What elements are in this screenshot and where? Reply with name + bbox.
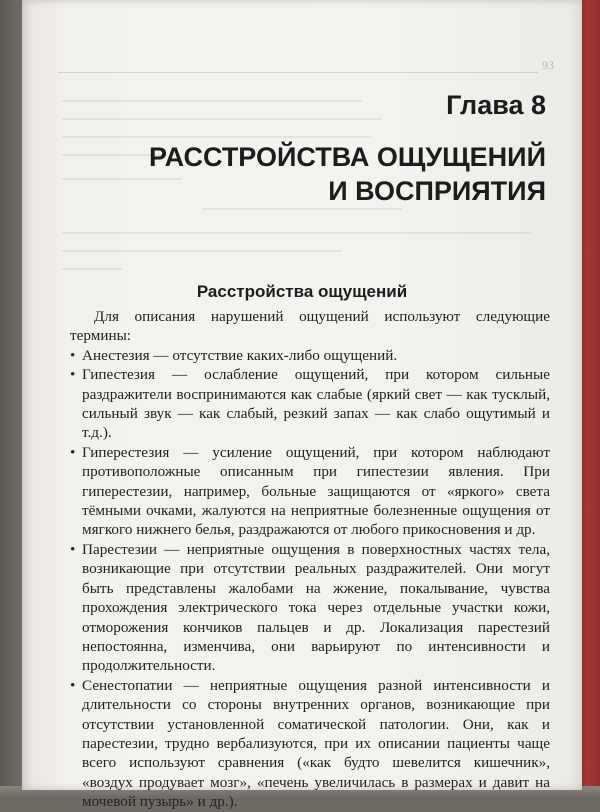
book-page <box>22 0 582 811</box>
section-heading: Расстройства ощущений <box>196 282 408 301</box>
bullet-icon: • <box>70 540 76 558</box>
list-item: • Гиперестезия — усиление ощущений, при котором наблюдают противоположные описанным при гипестезии явления. При гиперестезии, например, больные защищаются от «яркого» света тёмными очками, жалуются на неприятные болезненные ощущения от мягкого нижнего белья, раздражаются от любого прикосновения и др. <box>70 443 550 539</box>
page-number: 93 <box>542 58 554 72</box>
body-text <box>70 307 550 812</box>
bullet-icon: • <box>70 676 76 694</box>
list-item: • Сенестопатии — неприятные ощущения разной интенсивности и длительности со стороны внутренних органов, возникающие при отсутствии установленной соматической патологии. Они, как и парестезии, трудно вербализуются, при их описании пациенты чаще всего используют сравнения («как будто шевелится кишечник», «воздух продувает мозг», «печень увеличилась в размерах и давит на мочевой пузырь» и др.). <box>70 676 550 811</box>
bullet-icon: • <box>70 443 76 461</box>
bullet-icon: • <box>70 346 76 364</box>
terms-list <box>70 346 550 812</box>
list-item: • Гипестезия — ослабление ощущений, при котором сильные раздражители воспринимаются как слабые (яркий свет — как тусклый, сильный звук — как слабый, резкий запах — как слабо ощутимый и т.д.). <box>70 366 550 442</box>
list-item: • Анестезия — отсутствие каких-либо ощущений. <box>70 346 398 364</box>
chapter-title: РАССТРОЙСТВА ОЩУЩЕНИЙ И ВОСПРИЯТИЯ <box>149 142 546 206</box>
bullet-icon: • <box>70 366 76 384</box>
chapter-label: Глава 8 <box>446 90 546 120</box>
list-item: • Парестезии — неприятные ощущения в поверхностных частях тела, возникающие при отсутствии реальных раздражителей. Они могут быть представлены жалобами на жжение, покалывание, чувства прохождения электрического тока через отдельные участки кожи, отморожения кончиков пальцев и др. Локализация парестезий непостоянна, изменчива, они варьируют по интенсивности и продолжительности. <box>70 540 550 675</box>
running-header-rule <box>58 72 538 73</box>
intro-paragraph: Для описания нарушений ощущений используют следующие термины: <box>70 308 550 345</box>
